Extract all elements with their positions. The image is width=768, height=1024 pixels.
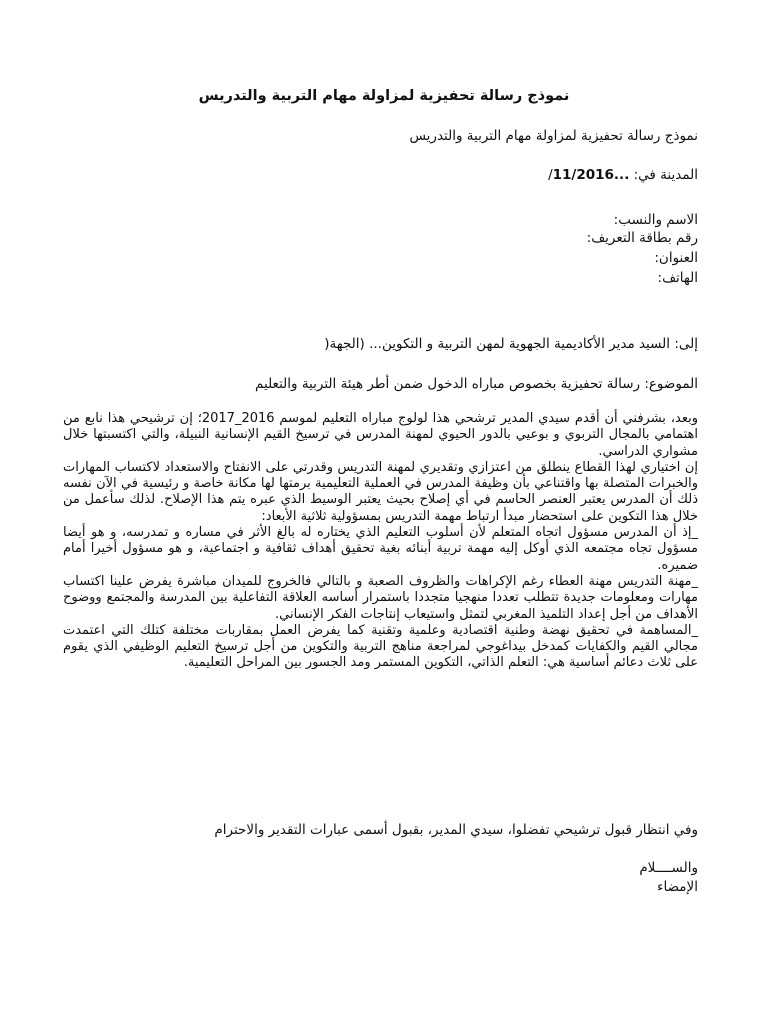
field-name: الاسم والنسب: — [613, 212, 698, 228]
recipient-line: إلى: السيد مدير الأكاديمية الجهوية لمهن التربية و التكوين... (الجهة( — [324, 336, 698, 352]
signature-label: الإمضاء — [657, 879, 698, 895]
subject-line: الموضوع: رسالة تحفيزية بخصوص مباراه الدخول ضمن أطر هيئة التربية والتعليم — [255, 376, 698, 392]
city-slash: / — [548, 167, 553, 183]
salutation: والســــلام — [639, 860, 698, 876]
city-date: 11/2016... — [552, 167, 630, 183]
document-subtitle: نموذج رسالة تحفيزية لمزاولة مهام التربية والتدريس — [409, 128, 698, 144]
letter-body — [63, 411, 698, 672]
field-id-card: رقم بطاقة التعريف: — [586, 230, 698, 246]
body-paragraph-intro: وبعد، بشرفني أن أقدم سيدي المدير ترشحي هذا لولوج مباراه التعليم لموسم 2016_2017؛ إن ترشيحي هذا نابع من اهتمامي بالمجال التربوي و بوعيي بالدور الحيوي لمهنة المدرس في ترسيخ القيم الإنسانية النبيلة، والتي اكتسبتها خلال مشواري الدراسي. — [63, 411, 698, 459]
field-phone: الهاتف: — [657, 270, 698, 286]
closing-line: وفي انتظار قبول ترشيحي تفضلوا، سيدي المدير، بقبول أسمى عبارات التقدير والاحترام — [214, 822, 698, 838]
body-paragraph-choice: إن اختياري لهذا القطاع ينطلق من اعتزازي وتقديري لمهنة التدريس وقدرتي على الانفتاح والاستعداد لاكتساب المهارات والخبرات المتصلة بها واقتناعي بأن وظيفة المدرس في العملية التعليمية برمتها لها مكانة خاصة و رئيسية في الآن نفسه ذلك أن المدرس يعتبر العنصر الحاسم في أي إصلاح بحيث يعتبر الوسيط الذي عبره يتم هذا الإصلاح. لذلك سأعمل من خلال هذا التكوين على استحضار مبدأ ارتباط مهمة التدريس بمسؤولية ثلاثية الأبعاد: — [63, 459, 698, 524]
document-title: نموذج رسالة تحفيزية لمزاولة مهام التربية والتدريس — [198, 88, 570, 104]
field-address: العنوان: — [654, 250, 698, 266]
city-label: المدينة في: — [633, 167, 698, 183]
body-paragraph-profession: _مهنة التدريس مهنة العطاء رغم الإكراهات والظروف الصعبة و بالتالي فالخروج للميدان مباشرة يفرض علينا اكتساب مهارات ومعلومات جديدة تتطلب تعددا منهجيا متجددا باستمرار أساسه العلاقة التفاعلية بين المدرسة والمجتمع ووضوح الأهداف من أجل إعداد التلميذ المغربي لتمثل واستيعاب إنتاجات الفكر الإنساني. — [63, 573, 698, 622]
body-paragraph-contribution: _المساهمة في تحقيق نهضة وطنية اقتصادية وعلمية وتقنية كما يفرض العمل بمقاربات مختلفة كتلك التي اعتمدت مجالي القيم والكفايات كمدخل بيداغوجي لمراجعة مناهج التربية والتكوين من أجل ترسيخ التعليم الوظيفي الذي يقوم على ثلاث دعائم أساسية هي: التعلم الذاتي، التكوين المستمر ومد الجسور بين المراحل التعليمية. — [63, 622, 698, 671]
city-date-line — [548, 167, 698, 183]
body-paragraph-responsibility: _إذ أن المدرس مسؤول اتجاه المتعلم لأن أسلوب التعليم الذي يختاره له بالغ الأثر في مساره و تمدرسه، و هو أيضا مسؤول تجاه مجتمعه الذي أوكل إليه مهمة تربية أبنائه بغية تحقيق أهداف ثقافية و اجتماعية، و هو مسؤول أخيرا أمام ضميره. — [63, 525, 698, 573]
